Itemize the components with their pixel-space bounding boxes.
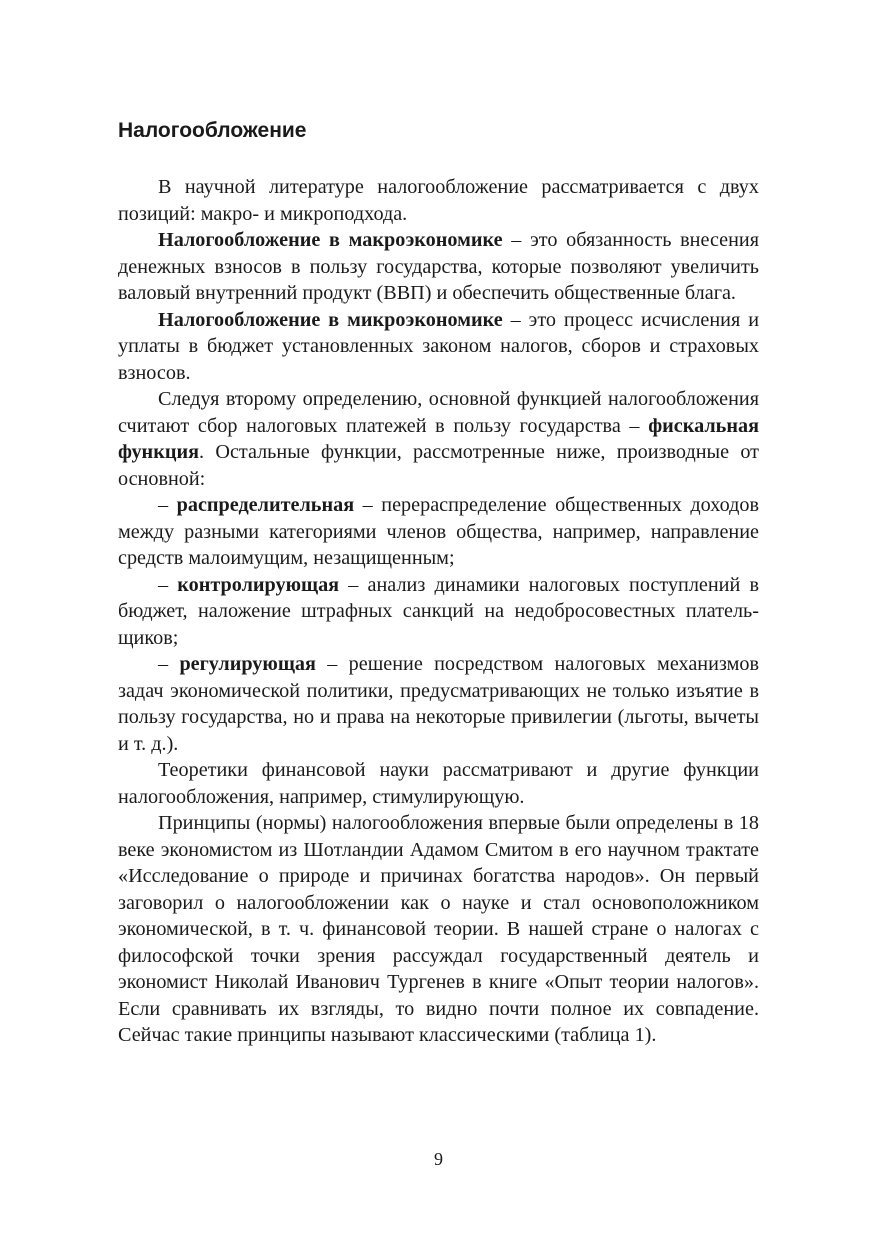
paragraph-text: Принципы (нормы) налогообложения впервые были определены в 18 веке экономистом из Шотландии Адамом Смитом в его научном трактате «Исследование о природе и причинах богатства народов». Он первый заговорил о налогообложении как о науке и стал основоположником экономической, в т. ч. финансовой теории. В нашей стране о налогах с философской точки зрения рассуждал государственный деятель и экономист Николай Иванович Тургенев в книге «Опыт теории налогов». Если сравнивать их взгляды, то видно почти полное их совпадение. Сейчас такие принципы называют классическими (таблица 1). [118,812,759,1046]
paragraph-text: Теоретики финансовой науки рассматривают и другие функции налогообложения, например, стимулирующую. [118,759,759,808]
list-item-regulating [118,651,759,757]
paragraph-micro-definition [118,307,759,387]
paragraph-text: – решение посредством налоговых механизмов задач экономической политики, предусматривающих не только изъятие в пользу государства, но и права на некоторые привилегии (льготы, вычеты и т. д.). [118,653,760,755]
paragraph-text: – это обязанность внесения денежных взносов в пользу государства, которые позволяют увеличить валовый внутренний продукт (ВВП) и обеспечить общественные блага. [118,229,759,304]
paragraph-text: . Остальные функции, рассмотренные ниже, производные от основной: [118,441,759,490]
list-item-controlling [118,572,759,652]
paragraph-text: – анализ динамики налоговых поступлений в бюджет, наложение штрафных санкций на недобросовестных плательщиков; [118,573,759,649]
paragraph-macro-definition [118,227,759,307]
paragraph-fiscal-function [118,386,759,492]
list-item-distributive [118,492,759,572]
term-distributive: распределительная [176,494,355,516]
paragraph-text: Следуя второму определению, основной функцией налогообложения считают сбор налоговых платежей в пользу государства – [118,388,759,437]
term-fiscal: фискальная функция [118,414,759,463]
paragraph-text: – перераспределение общественных доходов между разными категориями членов общества, например, направление средств малоимущим, незащищенным; [118,494,759,569]
term-controlling: контролирующая [177,573,340,596]
term-regulating: регулирующая [179,653,316,675]
section-heading: Налогообложение [118,119,307,142]
page-content [118,118,759,1049]
term-macro: Налогообложение в макроэкономике [158,229,503,251]
paragraph-text: – это процесс исчисления и уплаты в бюджет установленных законом налогов, сборов и страховых взносов. [118,308,760,384]
paragraph-other-functions [118,757,759,810]
paragraph-intro [118,174,759,227]
list-dash: – [158,653,180,675]
term-micro: Налогообложение в микроэкономике [158,308,503,331]
page-number: 9 [434,1149,443,1169]
list-dash: – [158,494,177,516]
paragraph-text: В научной литературе налогообложение рассматривается с двух позиций: макро- и микроподхода. [118,176,759,225]
paragraph-principles [118,810,759,1049]
list-dash: – [158,573,178,596]
